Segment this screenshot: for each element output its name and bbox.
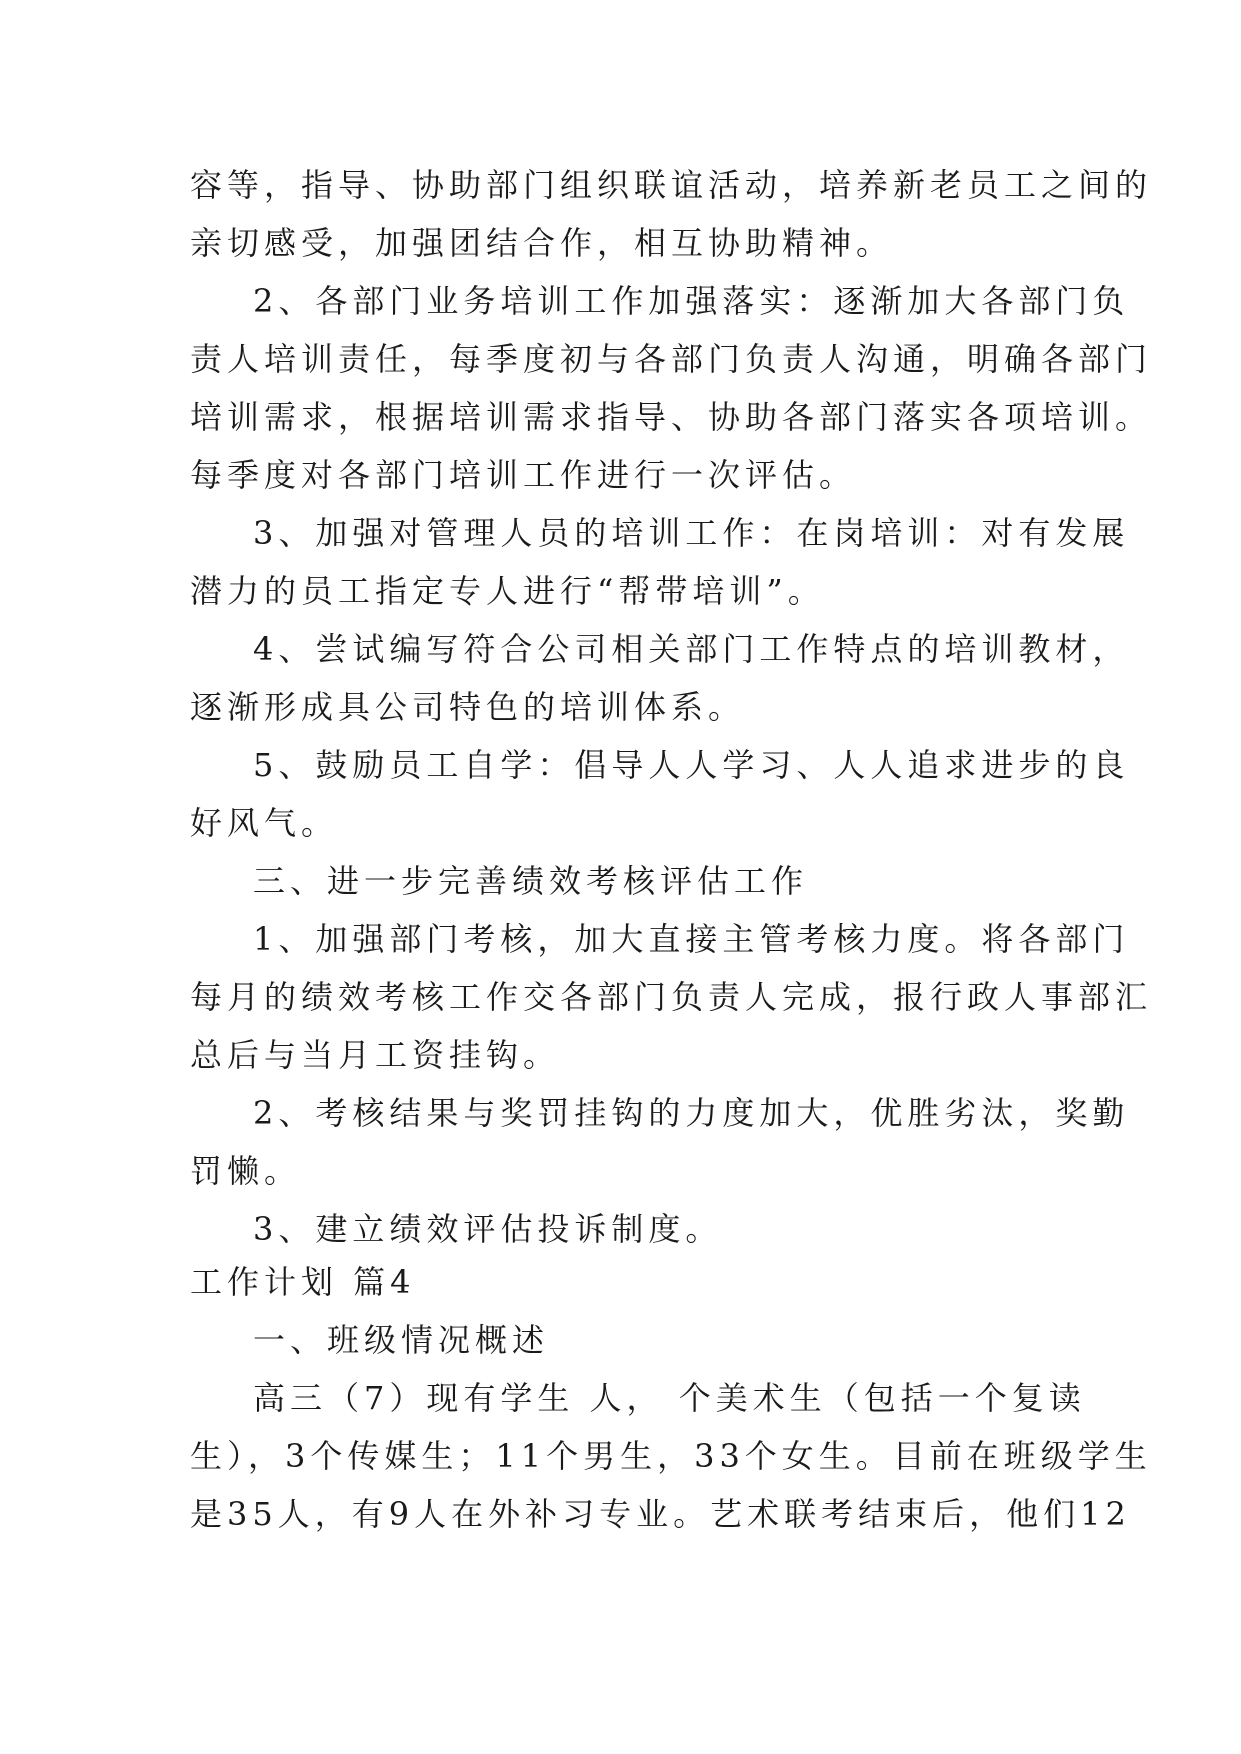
- paragraph-line: 2、考核结果与奖罚挂钩的力度加大，优胜劣汰，奖勤: [253, 1094, 1130, 1132]
- paragraph-line: 责人培训责任，每季度初与各部门负责人沟通，明确各部门: [190, 340, 1153, 378]
- paragraph-line: 生），3个传媒生；11个男生，33个女生。目前在班级学生: [190, 1437, 1152, 1475]
- document-title: 工作计划 篇4: [190, 1263, 416, 1301]
- paragraph-line: 5、鼓励员工自学：倡导人人学习、人人追求进步的良: [253, 746, 1130, 784]
- paragraph-line: 总后与当月工资挂钩。: [190, 1036, 561, 1074]
- paragraph-line: 3、加强对管理人员的培训工作：在岗培训：对有发展: [253, 514, 1130, 552]
- paragraph-line: 2、各部门业务培训工作加强落实：逐渐加大各部门负: [253, 282, 1130, 320]
- paragraph-line: 1、加强部门考核，加大直接主管考核力度。将各部门: [253, 920, 1130, 958]
- paragraph-line: 高三（7）现有学生 人， 个美术生（包括一个复读: [253, 1379, 1086, 1417]
- paragraph-line: 4、尝试编写符合公司相关部门工作特点的培训教材，: [253, 630, 1130, 668]
- paragraph-line: 潜力的员工指定专人进行“帮带培训”。: [190, 572, 825, 610]
- paragraph-line: 是35人，有9人在外补习专业。艺术联考结束后，他们12: [190, 1495, 1131, 1533]
- paragraph-line: 培训需求，根据培训需求指导、协助各部门落实各项培训。: [190, 398, 1153, 436]
- paragraph-line: 亲切感受，加强团结合作，相互协助精神。: [190, 224, 894, 262]
- paragraph-line: 罚懒。: [190, 1152, 302, 1190]
- paragraph-line: 容等，指导、协助部门组织联谊活动，培养新老员工之间的: [190, 166, 1153, 204]
- section-heading: 一、班级情况概述: [253, 1321, 550, 1359]
- paragraph-line: 3、建立绩效评估投诉制度。: [253, 1210, 723, 1248]
- paragraph-line: 每季度对各部门培训工作进行一次评估。: [190, 456, 857, 494]
- paragraph-line: 好风气。: [190, 804, 339, 842]
- section-heading: 三、进一步完善绩效考核评估工作: [253, 862, 809, 900]
- paragraph-line: 逐渐形成具公司特色的培训体系。: [190, 688, 746, 726]
- paragraph-line: 每月的绩效考核工作交各部门负责人完成，报行政人事部汇: [190, 978, 1153, 1016]
